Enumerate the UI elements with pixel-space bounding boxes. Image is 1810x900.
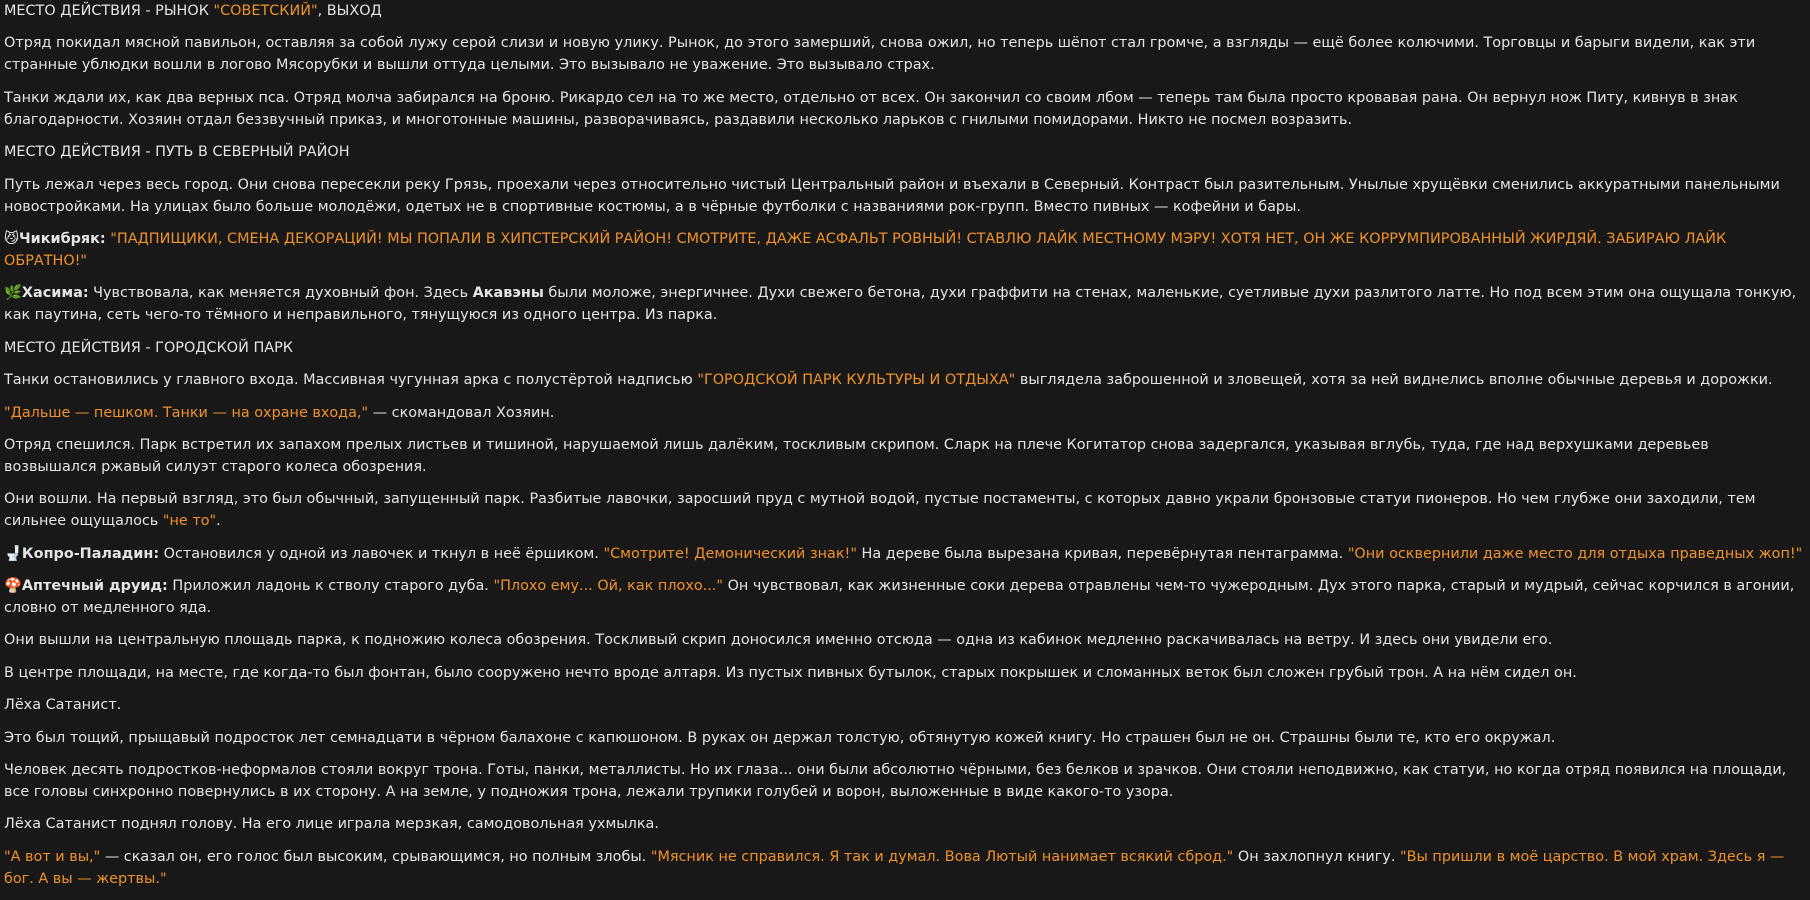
dialogue-khasima: [4, 282, 1804, 326]
scene-heading-north-district: [4, 141, 1804, 163]
text-run: Он захлопнул книгу.: [1233, 848, 1400, 865]
quoted-text: "ГОРОДСКОЙ ПАРК КУЛЬТУРЫ И ОТДЫХА": [697, 372, 1016, 389]
speaker-emoji-icon: 😼: [4, 230, 20, 247]
speaker-name: Акавэны: [472, 285, 544, 302]
quoted-text: "Смотрите! Демонический знак!": [603, 545, 857, 562]
dialogue-kopro-paladin: [4, 543, 1804, 565]
speaker-name: Копро-Паладин:: [21, 545, 160, 562]
text-run: — сказал он, его голос был высоким, срывающимся, но полным злобы.: [100, 848, 651, 865]
story-paragraph: [4, 174, 1804, 218]
quoted-text: "А вот и вы,": [4, 848, 101, 865]
story-paragraph: [4, 694, 1804, 716]
story-paragraph: [4, 32, 1804, 76]
story-paragraph: [4, 813, 1804, 835]
text-run: На дереве была вырезана кривая, перевёрнутая пентаграмма.: [856, 545, 1348, 562]
text-run: МЕСТО ДЕЙСТВИЯ - ГОРОДСКОЙ ПАРК: [4, 339, 294, 356]
text-run: Отряд покидал мясной павильон, оставляя за собой лужу серой слизи и новую улику. Рынок, до этого замерший, снова ожил, но теперь шёпот стал громче, а взгляды — ещё более колючими. Торговцы и барыги видели, как эти странные ублюдки вошли в логово Мясорубки и вышли оттуда целыми. Это вызывало не уважение. Это вызывало страх.: [4, 35, 1756, 74]
text-run: Это был тощий, прыщавый подросток лет семнадцати в чёрном балахоне с капюшоном. В руках он держал толстую, обтянутую кожей книгу. Но страшен был не он. Страшны были те, кто его окружал.: [4, 729, 1556, 746]
text-run: Человек десять подростков-неформалов стояли вокруг трона. Готы, панки, металлисты. Но их глаза... они были абсолютно чёрными, без белков и зрачков. Они стояли неподвижно, как статуи, но когда отряд появился на площади, все головы синхронно повернулись в их сторону. А на земле, у подножия трона, лежали трупики голубей и ворон, выложенные в виде какого-то узора.: [4, 762, 1787, 801]
dialogue-pharmacy-druid: [4, 575, 1804, 619]
speaker-name: Хасима:: [21, 285, 89, 302]
text-run: Лёха Сатанист.: [4, 697, 122, 714]
story-text: [4, 0, 1804, 900]
quoted-text: "Они осквернили даже место для отдыха праведных жоп!": [1347, 545, 1803, 562]
text-run: Лёха Сатанист поднял голову. На его лице играла мерзкая, самодовольная ухмылка.: [4, 816, 659, 833]
dialogue-chikibryak: [4, 228, 1804, 272]
quoted-text: "не то": [162, 513, 217, 530]
text-run: Танки ждали их, как два верных пса. Отряд молча забирался на броню. Рикардо сел на то же место, отдельно от всех. Он закончил со своим лбом — теперь там была просто кровавая рана. Он вернул нож Питу, кивнув в знак благодарности. Хозяин отдал беззвучный приказ, и многотонные машины, разворачиваясь, раздавили несколько ларьков с гнилыми помидорами. Никто не посмел возразить.: [4, 89, 1738, 128]
text-run: МЕСТО ДЕЙСТВИЯ - РЫНОК: [4, 3, 214, 19]
text-run: В центре площади, на месте, где когда-то был фонтан, было сооружено нечто вроде алтаря. Из пустых пивных бутылок, старых покрышек и сломанных веток был сложен грубый трон. А на нём сидел он.: [4, 664, 1577, 681]
text-run: Приложил ладонь к стволу старого дуба.: [167, 578, 494, 595]
text-run: Отряд спешился. Парк встретил их запахом прелых листьев и тишиной, нарушаемой лишь далёким, тоскливым скрипом. Сларк на плече Когитатор снова задергался, указывая вглубь, туда, где над верхушками деревьев возвышался ржавый силуэт старого колеса обозрения.: [4, 436, 1709, 475]
text-run: , ВЫХОД: [317, 3, 382, 19]
story-paragraph: [4, 662, 1804, 684]
quoted-text: "Плохо ему... Ой, как плохо...": [493, 578, 723, 595]
text-run: Танки остановились у главного входа. Массивная чугунная арка с полустёртой надписью: [4, 372, 698, 389]
text-run: .: [216, 513, 221, 530]
quoted-text: "Вы пришли в моё царство. В мой храм. Здесь я — бог. А вы — жертвы.": [4, 848, 1785, 887]
text-run: Путь лежал через весь город. Они снова пересекли реку Грязь, проехали через относительно чистый Центральный район и въехали в Северный. Контраст был разительным. Унылые хрущёвки сменились аккуратными панельными новостройками. На улицах было больше молодёжи, одетых не в спортивные костюмы, а в чёрные футболки с названиями рок-групп. Вместо пивных — кофейни и бары.: [4, 176, 1780, 215]
scene-heading-city-park: [4, 337, 1804, 359]
text-run: Остановился у одной из лавочек и ткнул в неё ёршиком.: [159, 545, 604, 562]
quoted-text: "Дальше — пешком. Танки — на охране входа,": [4, 404, 369, 421]
story-paragraph: [4, 629, 1804, 651]
story-paragraph: [4, 369, 1804, 391]
speaker-name: Аптечный друид:: [21, 578, 168, 595]
text-run: Он чувствовал, как жизненные соки дерева отравлены чем-то чужеродным. Дух этого парка, старый и мудрый, сейчас корчился в агонии, словно от медленного яда.: [4, 578, 1795, 617]
quoted-text: "ПАДПИЩИКИ, СМЕНА ДЕКОРАЦИЙ! МЫ ПОПАЛИ В ХИПСТЕРСКИЙ РАЙОН! СМОТРИТЕ, ДАЖЕ АСФАЛЬТ РОВНЫЙ! СТАВЛЮ ЛАЙК МЕСТНОМУ МЭРУ! ХОТЯ НЕТ, ОН ЖЕ КОРРУМПИРОВАННЫЙ ЖИРДЯЙ. ЗАБИРАЮ ЛАЙК ОБРАТНО!": [4, 230, 1727, 269]
text-run: МЕСТО ДЕЙСТВИЯ - ПУТЬ В СЕВЕРНЫЙ РАЙОН: [4, 144, 350, 161]
dialogue-lekha-satanist: [4, 846, 1804, 890]
text-run: были моложе, энергичнее. Духи свежего бетона, духи граффити на стенах, маленькие, суетливые духи разлитого латте. Но под всем этим она ощущала тонкую, как паутина, сеть чего-то тёмного и неправильного, тянущуюся из одного центра. Из парка.: [4, 285, 1797, 324]
text-run: Чувствовала, как меняется духовный фон. Здесь: [88, 285, 473, 302]
story-paragraph: [4, 727, 1804, 749]
story-paragraph: [4, 488, 1804, 532]
text-run: Они вышли на центральную площадь парка, к подножию колеса обозрения. Тоскливый скрип доносился именно отсюда — одна из кабинок медленно раскачивалась на ветру. И здесь они увидели его.: [4, 632, 1553, 649]
dialogue-master: [4, 402, 1804, 424]
text-run: Они вошли. На первый взгляд, это был обычный, запущенный парк. Разбитые лавочки, заросший пруд с мутной водой, пустые постаменты, с которых давно украли бронзовые статуи пионеров. Но чем глубже они заходили, тем сильнее ощущалось: [4, 491, 1756, 530]
speaker-emoji-icon: 🍄: [4, 578, 22, 595]
text-run: выглядела заброшенной и зловещей, хотя за ней виднелись вполне обычные деревья и дорожки.: [1015, 372, 1773, 389]
story-paragraph: [4, 759, 1804, 803]
quoted-text: "СОВЕТСКИЙ": [213, 3, 318, 19]
scene-heading-market-exit: [4, 0, 1804, 22]
quoted-text: "Мясник не справился. Я так и думал. Вова Лютый нанимает всякий сброд.": [650, 848, 1234, 865]
story-paragraph: [4, 434, 1804, 478]
story-paragraph: [4, 87, 1804, 131]
speaker-emoji-icon: 🌿: [4, 285, 22, 302]
text-run: — скомандовал Хозяин.: [368, 404, 555, 421]
speaker-emoji-icon: 🚽: [4, 545, 22, 562]
speaker-name: Чикибряк:: [19, 230, 106, 247]
